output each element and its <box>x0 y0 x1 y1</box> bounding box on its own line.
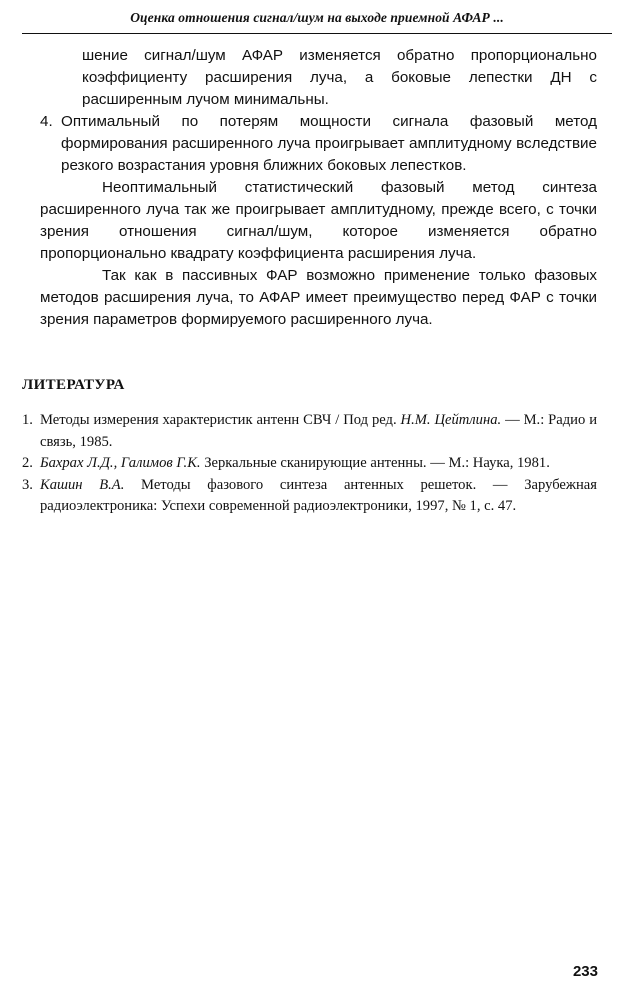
list-item-number: 4. <box>40 113 53 130</box>
reference-number: 1. <box>22 412 33 428</box>
paragraph-statistical-method: Неоптимальный статистический фазовый метод синтеза расширенного луча так же проигрывает амплитудному, прежде всего, с точки зрения отношения сигнал/шум, которое изменяется обратно пропорционально квадрату коэффициента расширения луча. <box>40 179 597 262</box>
literature-heading: ЛИТЕРАТУРА <box>22 377 125 393</box>
list-item-4 <box>40 111 597 177</box>
paragraph-conclusion: Так как в пассивных ФАР возможно применение только фазовых методов расширения луча, то АФАР имеет преимущество перед ФАР с точки зрения параметров формируемого расширенного луча. <box>40 267 597 328</box>
continuation-paragraph: шение сигнал/шум АФАР изменяется обратно пропорционально коэффициенту расширения луча, а боковые лепестки ДН с расширенным лучом минимальны. <box>82 47 597 108</box>
reference-item <box>22 475 597 518</box>
reference-list <box>22 410 597 518</box>
reference-item <box>22 453 597 475</box>
reference-text: Зеркальные сканирующие антенны. — М.: Наука, 1981. <box>200 455 550 471</box>
main-text <box>40 45 597 331</box>
reference-text: Методы измерения характеристик антенн СВЧ / Под ред. <box>40 412 401 428</box>
reference-number: 3. <box>22 476 33 493</box>
reference-number: 2. <box>22 455 33 471</box>
list-item-text: Оптимальный по потерям мощности сигнала фазовый метод формирования расширенного луча проигрывает амплитудному вследствие резкого возрастания уровня ближних боковых лепестков. <box>61 113 597 174</box>
reference-authors: Бахрах Л.Д., Галимов Г.К. <box>40 455 201 471</box>
reference-publisher: — М.: Радио и связь, 1985. <box>40 412 598 450</box>
reference-item <box>22 410 597 453</box>
reference-editor: Н.М. Цейтлина. <box>400 412 502 428</box>
running-header: Оценка отношения сигнал/шум на выходе приемной АФАР ... <box>130 10 504 25</box>
reference-authors: Кашин В.А. <box>40 476 125 493</box>
header-rule <box>22 33 612 34</box>
page-number: 233 <box>572 963 598 980</box>
reference-text: Методы фазового синтеза антенных решеток. — Зарубежная радиоэлектроника: Успехи современной радиоэлектроники, 1997, № 1, с. 47. <box>40 476 597 514</box>
